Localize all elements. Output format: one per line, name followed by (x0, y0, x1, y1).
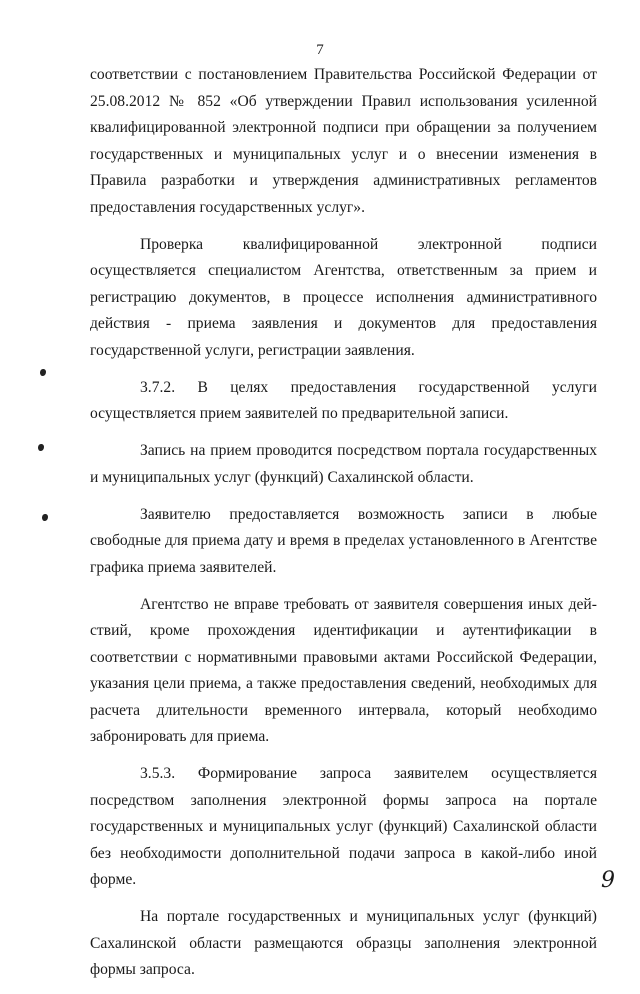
paragraph-appointment-portal: Запись на прием проводится посредством портала государственных и муниципальных услуг (функций) Сахалинской области. (90, 442, 597, 486)
paragraph-free-slots: Заявителю предоставляется возможность записи в любые свободные для приема дату и время в пределах установленного в Агентстве графика приема заявителей. (90, 505, 597, 576)
paragraph-agency-restrictions: Агентство не вправе требовать от заявителя совершения иных действий, кроме прохождения идентификации и аутентификации в соответствии с нормативными правовыми актами Российской Федерации, указания цели приема, а также предоставления сведений, необходимых для расчета длительности временного интервала, который необходимо забронировать для приема. (90, 595, 597, 745)
paragraph-3-7-2: 3.7.2. В целях предоставления государственной услуги осуществляется прием заявителей по предварительной записи. (90, 378, 597, 422)
punch-hole-mark (42, 514, 48, 521)
document-body (90, 62, 597, 994)
paragraph-continuation: соответствии с постановлением Правительства Российской Федерации от 25.08.2012 № 852 «Об утверждении Правил использования усиленной квалифицированной электронной подписи при обращении за получением государственных и муниципальных услуг и о внесении изменения в Правила разработки и утверждения административных регламентов предоставления государственных услуг». (90, 66, 597, 216)
paragraph-3-5-3: 3.5.3. Формирование запроса заявителем осуществляется посредством заполнения электронной формы запроса на портале государственных и муниципальных услуг (функций) Сахалинской области без необходимости дополнительной подачи запроса в какой-либо иной форме. (90, 765, 597, 888)
page-number: 7 (316, 42, 324, 58)
punch-hole-mark (40, 369, 46, 376)
handwritten-sheet-number: 9 (601, 868, 615, 893)
paragraph-signature-verification: Проверка квалифицированной электронной подписи осуществляется специалистом Агентства, ответственным за прием и регистрацию документов, в процессе исполнения административного действия - приема заявления и документов для предоставления государственной услуги, регистрации заявления. (90, 235, 597, 359)
punch-hole-mark (38, 444, 44, 451)
paragraph-form-samples: На портале государственных и муниципальных услуг (функций) Сахалинской области размещаются образцы заполнения электронной формы запроса. (90, 908, 597, 978)
